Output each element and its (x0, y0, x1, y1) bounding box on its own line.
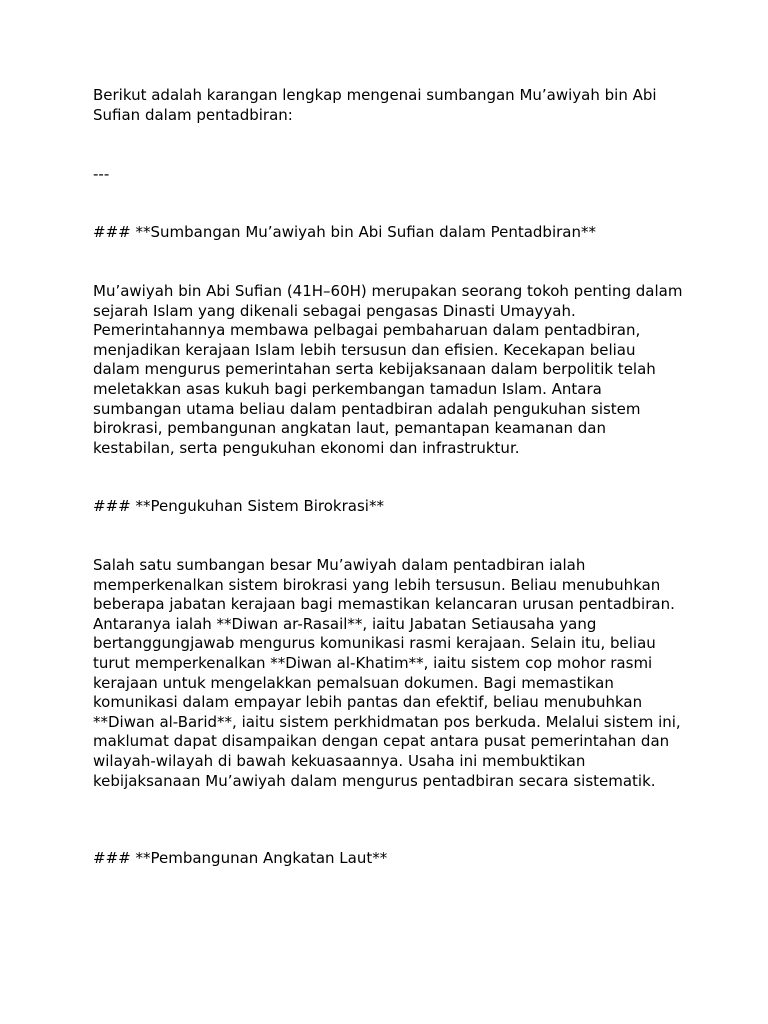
birokrasi-paragraph: Salah satu sumbangan besar Mu’awiyah dalam pentadbiran ialah memperkenalkan sistem birokrasi yang lebih tersusun. Beliau menubuhkan beberapa jabatan kerajaan bagi memastikan kelancaran urusan pentadbiran. Antaranya ialah **Diwan ar-Rasail**, iaitu Jabatan Setiausaha yang bertanggungjawab mengurus komunikasi rasmi kerajaan. Selain itu, beliau turut memperkenalkan **Diwan al-Khatim**, iaitu sistem cop mohor rasmi kerajaan untuk mengelakkan pemalsuan dokumen. Bagi memastikan komunikasi dalam empayar lebih pantas dan efektif, beliau menubuhkan **Diwan al-Barid**, iaitu sistem perkhidmatan pos berkuda. Melalui sistem ini, maklumat dapat disampaikan dengan cepat antara pusat pemerintahan dan wilayah-wilayah di bawah kekuasaannya. Usaha ini membuktikan kebijaksanaan Mu’awiyah dalam mengurus pentadbiran secara sistematik. (93, 556, 681, 790)
intro-text: Berikut adalah karangan lengkap mengenai sumbangan Mu’awiyah bin Abi Sufian dalam pentadbiran: (93, 86, 657, 124)
section-heading-angkatan-laut: ### **Pembangunan Angkatan Laut** (93, 849, 388, 867)
main-heading: ### **Sumbangan Mu’awiyah bin Abi Sufian dalam Pentadbiran** (93, 223, 596, 241)
separator-text: --- (93, 165, 110, 183)
section-heading-birokrasi: ### **Pengukuhan Sistem Birokrasi** (93, 497, 384, 515)
intro-paragraph: Mu’awiyah bin Abi Sufian (41H–60H) merupakan seorang tokoh penting dalam sejarah Islam yang dikenali sebagai pengasas Dinasti Umayyah. Pemerintahannya membawa pelbagai pembaharuan dalam pentadbiran, menjadikan kerajaan Islam lebih tersusun dan efisien. Kecekapan beliau dalam mengurus pemerintahan serta kebijaksanaan dalam berpolitik telah meletakkan asas kukuh bagi perkembangan tamadun Islam. Antara sumbangan utama beliau dalam pentadbiran adalah pengukuhan sistem birokrasi, pembangunan angkatan laut, pemantapan keamanan dan kestabilan, serta pengukuhan ekonomi dan infrastruktur. (93, 282, 683, 457)
